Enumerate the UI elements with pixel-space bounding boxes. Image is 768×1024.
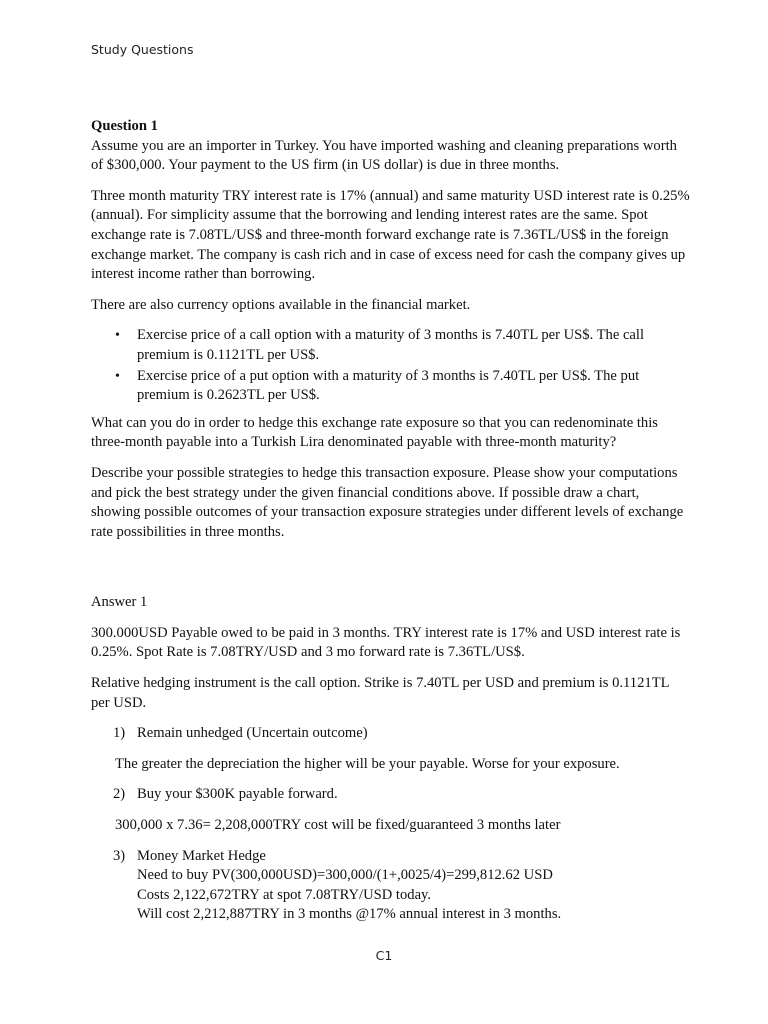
question-paragraph: What can you do in order to hedge this exchange rate exposure so that you can redenominate this three-month payable into a Turkish Lira denominated payable with three-month maturity? <box>91 414 658 451</box>
bullet-icon: • <box>115 328 120 344</box>
strategy-item: 3) Money Market Hedge Need to buy PV(300,000USD)=300,000/(1+,0025/4)=299,812.62 USD Costs 2,122,672TRY at spot 7.08TRY/USD today. Will cost 2,212,887TRY in 3 months @17% annual interest in 3 months. <box>113 847 562 923</box>
strategy-note: 300,000 x 7.36= 2,208,000TRY cost will be fixed/guaranteed 3 months later <box>115 817 561 834</box>
bullet-icon: • <box>115 368 120 384</box>
strategy-item: 2) Buy your $300K payable forward. <box>91 785 691 805</box>
question-title: Question 1 <box>91 118 158 134</box>
page-footer: C1 <box>375 948 393 963</box>
item-number: 3) <box>113 847 126 864</box>
question-paragraph: Describe your possible strategies to hedge this transaction exposure. Please show your computations and pick the best strategy under the given financial conditions above. If possible draw a chart, showing possible outcomes of your transaction exposure strategies under different levels of exchange rate possibilities in three months. <box>91 464 684 540</box>
list-item: • Exercise price of a call option with a maturity of 3 months is 7.40TL per US$. The call premium is 0.1121TL per US$. <box>115 327 645 363</box>
answer-paragraph: Relative hedging instrument is the call option. Strike is 7.40TL per USD and premium is 0.1121TL per USD. <box>91 675 669 711</box>
strategy-item: 1) Remain unhedged (Uncertain outcome) <box>91 724 691 744</box>
list-item: • Exercise price of a put option with a maturity of 3 months is 7.40TL per US$. The put premium is 0.2623TL per US$. <box>115 367 640 404</box>
question-paragraph: There are also currency options available in the financial market. <box>91 296 471 313</box>
answer-title: Answer 1 <box>91 594 148 611</box>
item-number: 2) <box>113 786 126 803</box>
option-list <box>91 326 691 405</box>
answer-paragraph: 300.000USD Payable owed to be paid in 3 months. TRY interest rate is 17% and USD interest rate is 0.25%. Spot Rate is 7.08TRY/USD and 3 mo forward rate is 7.36TL/US$. <box>91 624 681 661</box>
item-number: 1) <box>113 725 126 742</box>
document-body <box>91 117 691 936</box>
question-intro: Assume you are an importer in Turkey. You have imported washing and cleaning preparations worth of $300,000. Your payment to the US firm (in US dollar) is due in three months. <box>91 137 677 174</box>
strategy-note: The greater the depreciation the higher will be your payable. Worse for your exposure. <box>115 755 620 772</box>
question-paragraph: Three month maturity TRY interest rate is 17% (annual) and same maturity USD interest rate is 0.25% (annual). For simplicity assume that the borrowing and lending interest rates are the same. Spot exchange rate is 7.08TL/US$ and three-month forward exchange rate is 7.36TL/US$ in the foreign exchange market. The company is cash rich and in case of excess need for cash the company gives up interest income rather than borrowing. <box>91 187 690 283</box>
page-header: Study Questions <box>91 42 194 57</box>
